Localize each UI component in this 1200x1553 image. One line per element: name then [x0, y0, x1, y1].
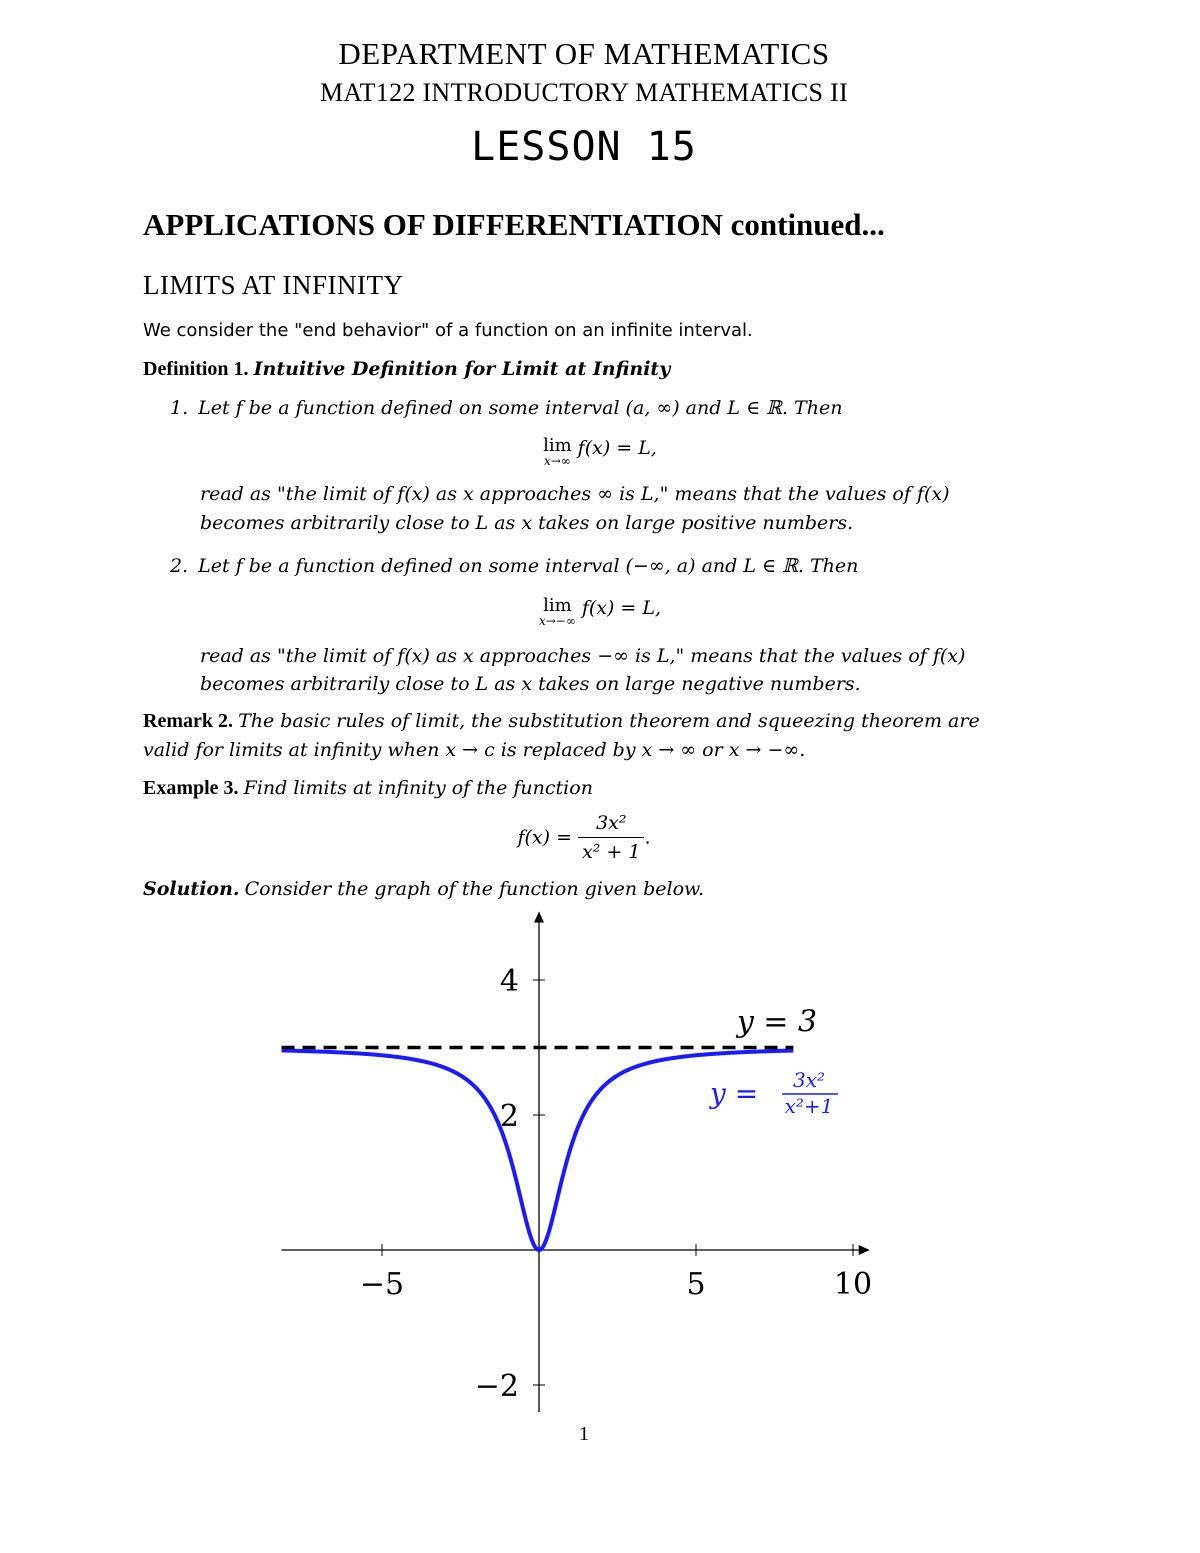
definition-item-2-read-line2: becomes arbitrarily close to L as x takes on large negative numbers. [200, 673, 861, 695]
formula-numerator: 3x² [578, 812, 644, 838]
y-tick-label: 2 [499, 1099, 519, 1134]
curve-label-numerator: 3x² [792, 1068, 826, 1092]
definition-title: Intuitive Definition for Limit at Infinity [253, 358, 671, 380]
x-tick-label: 10 [833, 1267, 873, 1302]
definition-item-1-read-line1: read as "the limit of f(x) as x approaches ∞ is L," means that the values of f(x) [200, 483, 950, 505]
item-statement: Let f be a function defined on some interval (a, ∞) and L ∈ ℝ. Then [198, 397, 843, 419]
solution-text: Consider the graph of the function given below. [244, 878, 705, 900]
department-heading: DEPARTMENT OF MATHEMATICS [338, 36, 830, 71]
page-number: 1 [579, 1423, 589, 1445]
remark-text: The basic rules of limit, the substitution theorem and squeezing theorem are [238, 710, 980, 732]
definition-item-2-read-line1: read as "the limit of f(x) as x approaches −∞ is L," means that the values of f(x) [200, 645, 966, 667]
intro-paragraph: We consider the "end behavior" of a function on an infinite interval. [143, 320, 753, 341]
y-tick-label: 4 [499, 964, 519, 999]
lim-operator: lim [543, 595, 572, 616]
asymptote-label: y = 3 [736, 1004, 818, 1040]
item-number: 2. [170, 555, 189, 577]
limit-expression: f(x) = L, [577, 437, 657, 459]
solution-label: Solution. [143, 878, 240, 900]
formula-lhs: f(x) = [517, 826, 573, 849]
x-tick-label: −5 [359, 1267, 405, 1302]
x-tick-label: 5 [686, 1267, 706, 1302]
item-number: 1. [170, 397, 189, 419]
section-title: LIMITS AT INFINITY [143, 270, 404, 300]
lesson-title: LESSON 15 [471, 124, 697, 170]
lim-operator: lim [543, 435, 572, 456]
limit-expression: f(x) = L, [581, 597, 662, 619]
item-statement: Let f be a function defined on some interval (−∞, a) and L ∈ ℝ. Then [198, 555, 859, 577]
formula-period: . [644, 826, 651, 849]
remark-line2: valid for limits at infinity when x → c is replaced by x → ∞ or x → −∞. [143, 739, 806, 761]
limit-subscript: x→∞ [543, 454, 571, 468]
example-label: Example 3. [143, 777, 239, 799]
course-heading: MAT122 INTRODUCTORY MATHEMATICS II [319, 78, 849, 107]
chapter-title: APPLICATIONS OF DIFFERENTIATION continued... [143, 207, 885, 242]
y-tick-label: −2 [474, 1369, 519, 1404]
limit-subscript: x→−∞ [538, 614, 576, 628]
remark-label: Remark 2. [143, 710, 233, 732]
example-text: Find limits at infinity of the function [243, 777, 593, 799]
curve-label: y = [710, 1077, 759, 1110]
formula-denominator: x² + 1 [582, 841, 641, 863]
definition-label: Definition 1. [143, 358, 249, 380]
curve-label-denominator: x²+1 [784, 1094, 834, 1118]
definition-item-1-read-line2: becomes arbitrarily close to L as x takes on large positive numbers. [200, 512, 854, 534]
